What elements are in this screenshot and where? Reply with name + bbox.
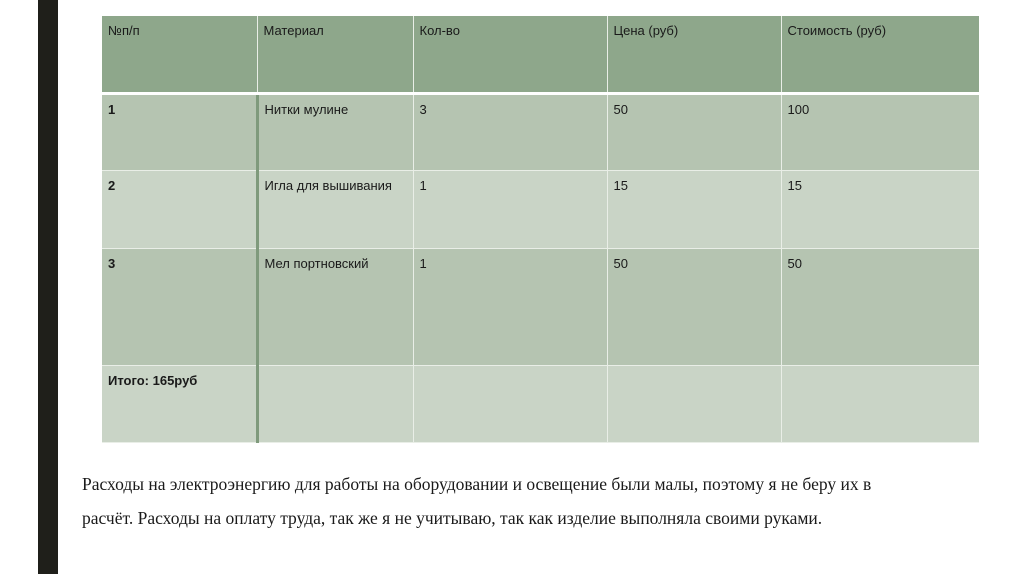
cell-total: Итого: 165руб — [102, 366, 257, 443]
left-decorative-bar — [38, 0, 58, 574]
header-quantity: Кол-во — [413, 16, 607, 93]
cell-cost: 50 — [787, 255, 802, 271]
materials-cost-table — [102, 16, 979, 443]
cell-empty — [413, 366, 607, 443]
cell-empty — [781, 366, 979, 443]
cell-quantity: 1 — [413, 171, 607, 249]
header-price: Цена (руб) — [607, 16, 781, 93]
cell-material: Игла для вышивания — [257, 171, 413, 249]
cell-empty — [607, 366, 781, 443]
header-number: №п/п — [102, 16, 257, 93]
cell-quantity: 1 — [413, 248, 607, 366]
expenses-note-paragraph — [82, 467, 982, 535]
cell-cost: 100 — [787, 101, 810, 117]
paragraph-line-2: расчёт. Расходы на оплату труда, так же я не учитываю, так как изделие выполняла своими руками. — [82, 508, 823, 528]
table-total-row — [102, 366, 979, 443]
cell-quantity: 3 — [413, 93, 607, 171]
header-material: Материал — [257, 16, 413, 93]
cell-empty — [257, 366, 413, 443]
cell-material: Нитки мулине — [257, 93, 413, 171]
table-row — [102, 248, 979, 366]
table-row — [102, 93, 979, 171]
cell-number: 3 — [102, 248, 257, 366]
paragraph-line-1: Расходы на электроэнергию для работы на оборудовании и освещение были малы, поэтому я не беру их в — [82, 474, 872, 494]
cell-number: 2 — [102, 171, 257, 249]
cell-number: 1 — [102, 93, 257, 171]
cell-material: Мел портновский — [257, 248, 413, 366]
table-header-row — [102, 16, 979, 93]
cell-price: 50 — [607, 93, 781, 171]
header-cost: Стоимость (руб) — [781, 16, 979, 93]
cell-price: 50 — [607, 248, 781, 366]
cell-cost: 15 — [787, 178, 802, 194]
table-row — [102, 171, 979, 249]
cell-price: 15 — [607, 171, 781, 249]
